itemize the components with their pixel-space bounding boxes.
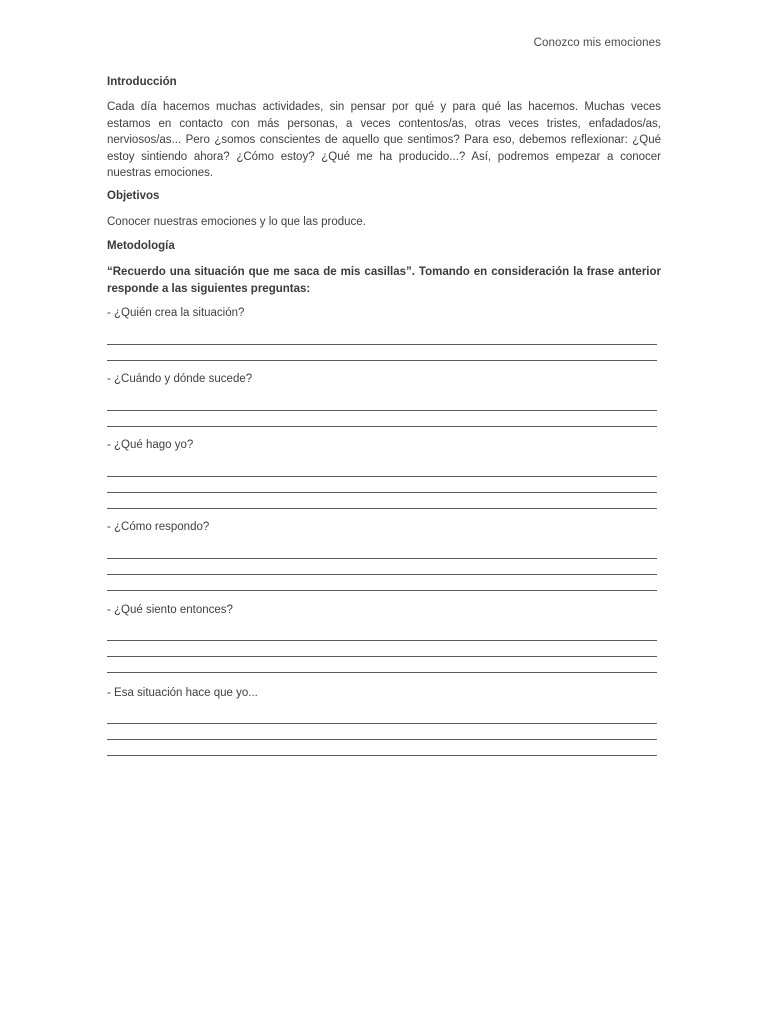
intro-paragraph: Cada día hacemos muchas actividades, sin pensar por qué y para qué las hacemos. Muchas veces estamos en contacto con más personas, a veces contentos/as, otras veces tristes, enfadados/as, nerviosos/as... Pero ¿somos conscientes de aquello que sentimos? Para eso, debemos reflexionar: ¿Qué estoy sintiendo ahora? ¿Cómo estoy? ¿Qué me ha producido...? Así, podremos empezar a conocer nuestras emociones. [107, 101, 661, 179]
answer-line[interactable] [107, 656, 657, 657]
question-what-i-feel: - ¿Qué siento entonces? [107, 604, 233, 616]
answer-line[interactable] [107, 640, 657, 641]
answer-line[interactable] [107, 492, 657, 493]
answer-line[interactable] [107, 508, 657, 509]
answer-line[interactable] [107, 672, 657, 673]
answer-line[interactable] [107, 344, 657, 345]
answer-line[interactable] [107, 410, 657, 411]
answer-line[interactable] [107, 558, 657, 559]
answer-line[interactable] [107, 574, 657, 575]
methodology-paragraph: “Recuerdo una situación que me saca de mis casillas”. Tomando en consideración la frase anterior responde a las siguientes preguntas: [107, 266, 661, 295]
question-how-i-respond: - ¿Cómo respondo? [107, 521, 210, 533]
answer-line[interactable] [107, 476, 657, 477]
intro-heading: Introducción [107, 76, 177, 88]
question-when-where: - ¿Cuándo y dónde sucede? [107, 373, 253, 385]
answer-line[interactable] [107, 426, 657, 427]
objectives-paragraph: Conocer nuestras emociones y lo que las produce. [107, 216, 366, 228]
answer-line[interactable] [107, 739, 657, 740]
answer-line[interactable] [107, 360, 657, 361]
methodology-heading: Metodología [107, 240, 175, 252]
answer-line[interactable] [107, 723, 657, 724]
worksheet-page [107, 0, 661, 1024]
answer-line[interactable] [107, 590, 657, 591]
question-what-i-do: - ¿Qué hago yo? [107, 439, 194, 451]
objectives-heading: Objetivos [107, 190, 160, 202]
answer-line[interactable] [107, 755, 657, 756]
page-header-title: Conozco mis emociones [533, 37, 661, 49]
question-who-creates: - ¿Quién crea la situación? [107, 307, 245, 319]
question-situation-makes-me: - Esa situación hace que yo... [107, 687, 258, 699]
